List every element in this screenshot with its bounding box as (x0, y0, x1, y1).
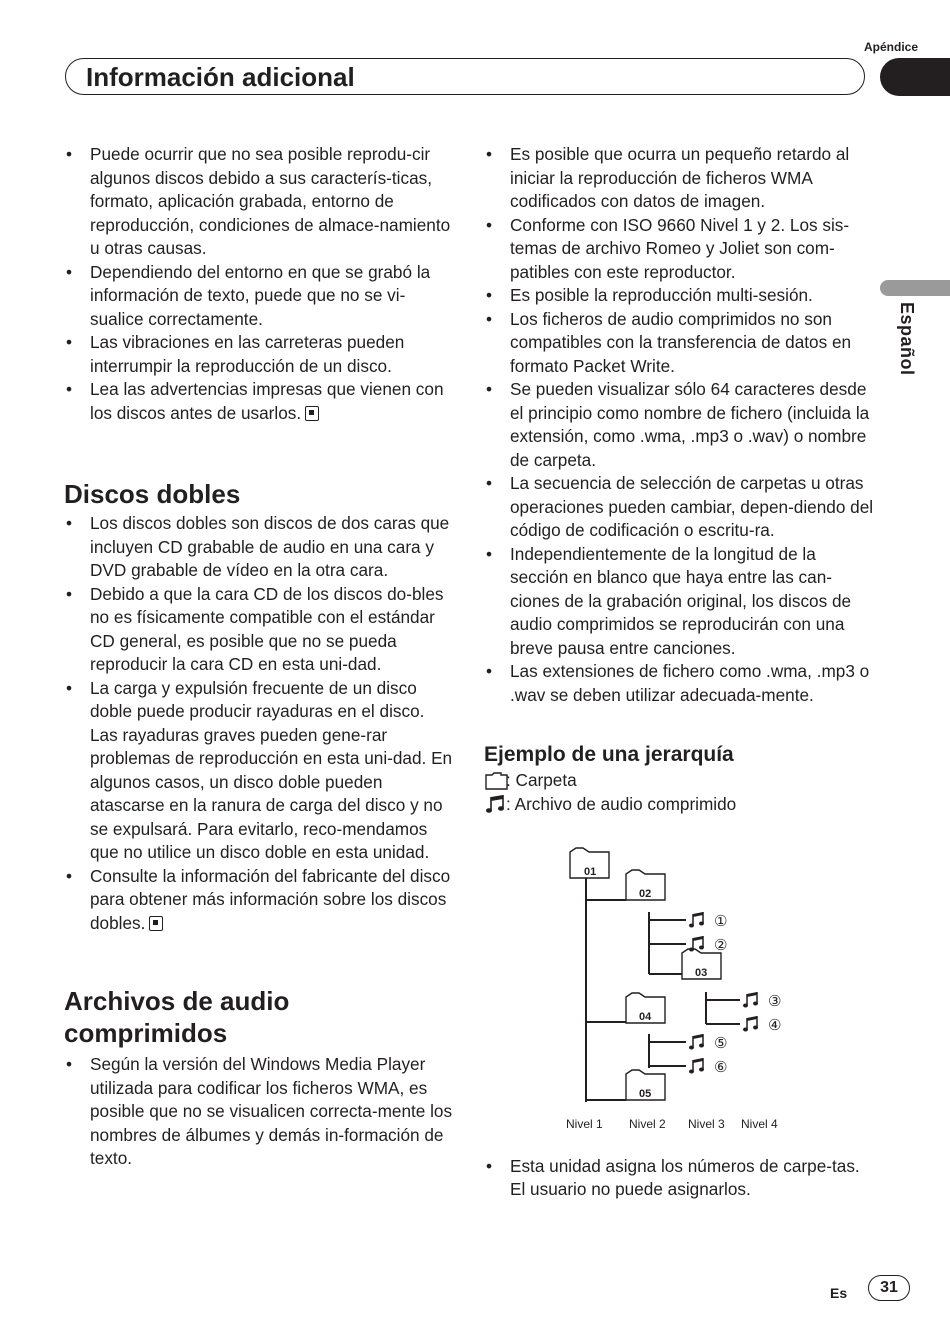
section-heading-compressed-audio: Archivos de audio comprimidos (64, 986, 290, 1048)
legend-file-text: : Archivo de audio comprimido (506, 793, 737, 814)
music-note-icon (743, 992, 758, 1008)
list-item: • Es posible que ocurra un pequeño retardo al iniciar la reproducción de ficheros WMA codificados con datos de imagen. (484, 143, 874, 214)
legend-folder (484, 769, 874, 793)
list-item (64, 378, 454, 425)
list-item: • Los discos dobles son discos de dos caras que incluyen CD grabable de audio en una cara y DVD grabable de vídeo en la otra cara. (64, 512, 454, 583)
language-tab-marker (880, 280, 950, 296)
list-item: • Según la versión del Windows Media Player utilizada para codificar los ficheros WMA, es posible que no se visualicen correcta-mente los nombres de álbumes y demás in-formación de texto. (64, 1053, 454, 1171)
file-label-5: ⑤ (714, 1034, 728, 1052)
list-item: • Los ficheros de audio comprimidos no son compatibles con la transferencia de datos en formato Packet Write. (484, 308, 874, 379)
section-header (65, 58, 865, 95)
file-label-3: ③ (768, 992, 782, 1010)
list-item-text: Consulte la información del fabricante del disco para obtener más información sobre los discos dobles. (90, 865, 451, 933)
folder-hierarchy-diagram (484, 832, 814, 1132)
list-item: • Debido a que la cara CD de los discos do-bles no es físicamente compatible con el estándar CD general, es posible que no se pueda reproducir la cara CD en esta uni-dad. (64, 583, 454, 677)
music-note-icon (689, 1034, 704, 1050)
page-footer (830, 1275, 915, 1303)
list-item: • Independientemente de la longitud de la sección en blanco que haya entre las can-ciones de la grabación original, los discos de audio comprimidos se reproducirán con una breve pausa entre canciones. (484, 543, 874, 661)
list-item: • Se pueden visualizar sólo 64 caracteres desde el principio como nombre de fichero (incluida la extensión, como .wma, .mp3 o .wav) o nombre de carpeta. (484, 378, 874, 472)
header-tab-marker (880, 58, 950, 96)
list-item (64, 865, 454, 936)
list-item: • La carga y expulsión frecuente de un disco doble puede producir rayaduras en el disco. Las rayaduras graves pueden gene-rar problemas de reproducción en esta uni-dad. En algunos casos, un disco doble pueden atascarse en la ranura de carga del disco y no se expulsará. Para evitarlo, reco-mendamos que no utilice un disco doble en esta unidad. (64, 677, 454, 865)
folder-label-01: 01 (584, 866, 597, 878)
audio-notes-list (484, 143, 874, 707)
file-label-2: ② (714, 936, 728, 954)
folder-label-02: 02 (639, 888, 652, 900)
intro-list (64, 143, 454, 425)
legend-file (484, 793, 874, 817)
folder-label-05: 05 (639, 1088, 652, 1100)
dual-discs-list (64, 512, 454, 935)
list-item: • Es posible la reproducción multi-sesión. (484, 284, 874, 308)
folder-label-04: 04 (639, 1011, 652, 1023)
end-mark-icon (305, 406, 319, 421)
list-item: • Conforme con ISO 9660 Nivel 1 y 2. Los sis-temas de archivo Romeo y Joliet son com-patibles con este reproductor. (484, 214, 874, 285)
list-item: • Puede ocurrir que no sea posible reprodu-cir algunos discos debido a sus caracterís-ticas, formato, aplicación grabada, entorno de reproducción, condiciones de almace-namiento u otras causas. (64, 143, 454, 261)
list-item: • Esta unidad asigna los números de carpe-tas. El usuario no puede asignarlos. (484, 1155, 874, 1202)
music-note-icon (743, 1016, 758, 1032)
list-item: • Dependiendo del entorno en que se grabó la información de texto, puede que no se vi-sualice correctamente. (64, 261, 454, 332)
file-label-6: ⑥ (714, 1058, 728, 1076)
end-mark-icon (149, 916, 163, 931)
section-heading-dual-discs: Discos dobles (64, 479, 241, 509)
language-label: Español (897, 302, 917, 376)
level-label-3: Nivel 3 (688, 1117, 725, 1131)
file-label-4: ④ (768, 1016, 782, 1034)
footer-language-code: Es (830, 1285, 848, 1301)
music-note-icon (689, 1058, 704, 1074)
legend-folder-text: : Carpeta (506, 770, 577, 790)
level-label-2: Nivel 2 (629, 1117, 666, 1131)
appendix-label: Apéndice (863, 40, 918, 54)
file-label-1: ① (714, 912, 728, 930)
list-item-text: Lea las advertencias impresas que vienen con los discos antes de usarlos. (90, 379, 444, 423)
folder-label-03: 03 (695, 967, 708, 979)
section-heading-hierarchy: Ejemplo de una jerarquía (484, 743, 734, 766)
level-label-4: Nivel 4 (741, 1117, 778, 1131)
list-item: • Las vibraciones en las carreteras pueden interrumpir la reproducción de un disco. (64, 331, 454, 378)
compressed-audio-list (64, 1053, 454, 1171)
list-item: • La secuencia de selección de carpetas u otras operaciones pueden cambiar, depen-diendo del código de codificación o escritu-ra. (484, 472, 874, 543)
left-column (64, 143, 454, 1171)
music-note-icon (689, 912, 704, 928)
list-item: • Las extensiones de fichero como .wma, .mp3 o .wav se deben utilizar adecuada-mente. (484, 660, 874, 707)
right-column (484, 143, 874, 1202)
level-label-1: Nivel 1 (566, 1117, 603, 1131)
final-notes-list (484, 1155, 874, 1202)
page-title: Información adicional (86, 62, 355, 92)
page-number: 31 (868, 1275, 910, 1301)
